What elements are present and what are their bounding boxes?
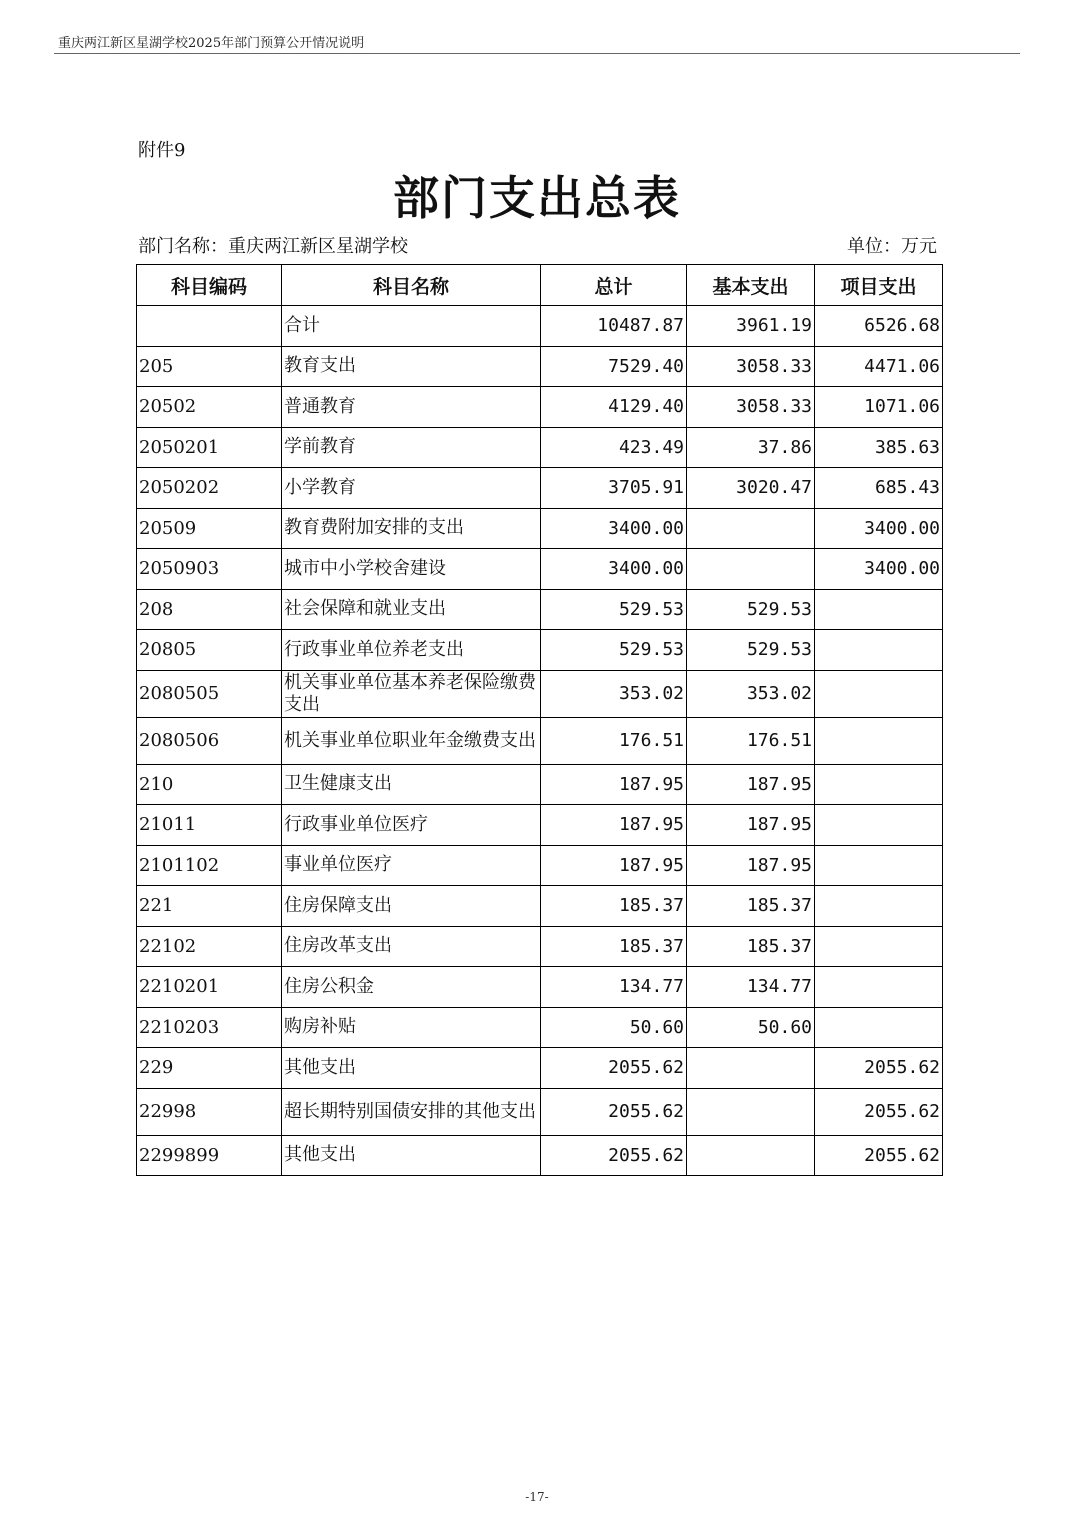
page-number: -17- <box>525 1490 549 1504</box>
cell-total: 187.95 <box>541 764 687 805</box>
table-header-row <box>137 265 943 306</box>
cell-project: 3400.00 <box>815 508 943 549</box>
table-row <box>137 926 943 967</box>
cell-total: 7529.40 <box>541 346 687 387</box>
table-row <box>137 886 943 927</box>
table-row <box>137 549 943 590</box>
table-row <box>137 306 943 347</box>
table-row <box>137 589 943 630</box>
cell-basic: 3961.19 <box>687 306 815 347</box>
table-row <box>137 764 943 805</box>
cell-code: 2299899 <box>137 1135 282 1176</box>
cell-total: 187.95 <box>541 805 687 846</box>
cell-name: 合计 <box>282 306 541 347</box>
cell-code <box>137 306 282 347</box>
cell-code: 20502 <box>137 387 282 428</box>
cell-total: 4129.40 <box>541 387 687 428</box>
cell-project <box>815 717 943 764</box>
cell-name: 其他支出 <box>282 1135 541 1176</box>
cell-code: 22998 <box>137 1088 282 1135</box>
cell-name: 教育费附加安排的支出 <box>282 508 541 549</box>
cell-total: 353.02 <box>541 670 687 717</box>
cell-name: 社会保障和就业支出 <box>282 589 541 630</box>
cell-basic: 3058.33 <box>687 346 815 387</box>
cell-name: 学前教育 <box>282 427 541 468</box>
table-row <box>137 427 943 468</box>
table-row <box>137 1048 943 1089</box>
cell-total: 3400.00 <box>541 508 687 549</box>
table-row <box>137 1088 943 1135</box>
column-header-name: 科目名称 <box>282 265 541 306</box>
cell-basic: 187.95 <box>687 845 815 886</box>
table-row <box>137 1135 943 1176</box>
cell-total: 176.51 <box>541 717 687 764</box>
cell-project: 2055.62 <box>815 1135 943 1176</box>
cell-name: 事业单位医疗 <box>282 845 541 886</box>
cell-name: 住房公积金 <box>282 967 541 1008</box>
cell-project <box>815 926 943 967</box>
cell-code: 2050202 <box>137 468 282 509</box>
attachment-label: 附件9 <box>138 140 186 161</box>
cell-basic <box>687 1088 815 1135</box>
cell-name: 卫生健康支出 <box>282 764 541 805</box>
unit-label: 单位：万元 <box>847 236 937 257</box>
cell-basic: 187.95 <box>687 764 815 805</box>
cell-code: 21011 <box>137 805 282 846</box>
table-row <box>137 508 943 549</box>
column-header-project: 项目支出 <box>815 265 943 306</box>
cell-basic <box>687 1048 815 1089</box>
cell-project: 685.43 <box>815 468 943 509</box>
table-body <box>137 306 943 1176</box>
cell-basic: 3058.33 <box>687 387 815 428</box>
cell-basic: 185.37 <box>687 926 815 967</box>
cell-code: 210 <box>137 764 282 805</box>
cell-project: 4471.06 <box>815 346 943 387</box>
cell-basic: 50.60 <box>687 1007 815 1048</box>
cell-basic: 353.02 <box>687 670 815 717</box>
cell-name: 购房补贴 <box>282 1007 541 1048</box>
cell-basic: 529.53 <box>687 630 815 671</box>
table-row <box>137 670 943 717</box>
running-header: 重庆两江新区星湖学校2025年部门预算公开情况说明 <box>58 36 365 51</box>
cell-basic: 529.53 <box>687 589 815 630</box>
expenditure-table <box>136 264 943 1176</box>
cell-basic: 176.51 <box>687 717 815 764</box>
cell-code: 221 <box>137 886 282 927</box>
cell-name: 城市中小学校舍建设 <box>282 549 541 590</box>
cell-code: 2210201 <box>137 967 282 1008</box>
cell-total: 529.53 <box>541 630 687 671</box>
cell-project <box>815 764 943 805</box>
table-row <box>137 845 943 886</box>
cell-total: 187.95 <box>541 845 687 886</box>
cell-basic: 187.95 <box>687 805 815 846</box>
cell-name: 机关事业单位基本养老保险缴费支出 <box>282 670 541 717</box>
cell-project: 2055.62 <box>815 1088 943 1135</box>
cell-basic <box>687 508 815 549</box>
cell-project <box>815 1007 943 1048</box>
cell-total: 423.49 <box>541 427 687 468</box>
cell-basic <box>687 1135 815 1176</box>
column-header-total: 总计 <box>541 265 687 306</box>
cell-basic: 3020.47 <box>687 468 815 509</box>
cell-code: 2101102 <box>137 845 282 886</box>
cell-name: 小学教育 <box>282 468 541 509</box>
cell-code: 205 <box>137 346 282 387</box>
table-row <box>137 805 943 846</box>
cell-project <box>815 670 943 717</box>
page-title: 部门支出总表 <box>393 171 681 225</box>
cell-project <box>815 886 943 927</box>
table-row <box>137 346 943 387</box>
cell-total: 50.60 <box>541 1007 687 1048</box>
cell-code: 2050201 <box>137 427 282 468</box>
cell-total: 185.37 <box>541 886 687 927</box>
cell-name: 超长期特别国债安排的其他支出 <box>282 1088 541 1135</box>
column-header-code: 科目编码 <box>137 265 282 306</box>
cell-project <box>815 589 943 630</box>
cell-project: 385.63 <box>815 427 943 468</box>
cell-project: 6526.68 <box>815 306 943 347</box>
cell-name: 住房保障支出 <box>282 886 541 927</box>
cell-code: 229 <box>137 1048 282 1089</box>
cell-project <box>815 630 943 671</box>
cell-basic: 134.77 <box>687 967 815 1008</box>
table-row <box>137 468 943 509</box>
cell-total: 529.53 <box>541 589 687 630</box>
cell-total: 3705.91 <box>541 468 687 509</box>
column-header-basic: 基本支出 <box>687 265 815 306</box>
cell-name: 行政事业单位医疗 <box>282 805 541 846</box>
cell-basic: 37.86 <box>687 427 815 468</box>
cell-code: 2080505 <box>137 670 282 717</box>
department-name: 部门名称：重庆两江新区星湖学校 <box>138 236 408 257</box>
cell-total: 134.77 <box>541 967 687 1008</box>
table-row <box>137 387 943 428</box>
cell-code: 22102 <box>137 926 282 967</box>
table-row <box>137 1007 943 1048</box>
cell-total: 2055.62 <box>541 1088 687 1135</box>
cell-code: 20509 <box>137 508 282 549</box>
cell-total: 2055.62 <box>541 1135 687 1176</box>
cell-basic: 185.37 <box>687 886 815 927</box>
cell-project: 3400.00 <box>815 549 943 590</box>
cell-project <box>815 845 943 886</box>
cell-total: 2055.62 <box>541 1048 687 1089</box>
cell-project <box>815 967 943 1008</box>
cell-total: 185.37 <box>541 926 687 967</box>
cell-code: 2080506 <box>137 717 282 764</box>
cell-total: 10487.87 <box>541 306 687 347</box>
cell-code: 2210203 <box>137 1007 282 1048</box>
cell-code: 20805 <box>137 630 282 671</box>
cell-name: 住房改革支出 <box>282 926 541 967</box>
table-row <box>137 630 943 671</box>
cell-total: 3400.00 <box>541 549 687 590</box>
table-row <box>137 967 943 1008</box>
cell-name: 行政事业单位养老支出 <box>282 630 541 671</box>
cell-project <box>815 805 943 846</box>
header-divider <box>54 53 1020 54</box>
cell-project: 1071.06 <box>815 387 943 428</box>
cell-project: 2055.62 <box>815 1048 943 1089</box>
cell-name: 机关事业单位职业年金缴费支出 <box>282 717 541 764</box>
cell-name: 教育支出 <box>282 346 541 387</box>
cell-code: 208 <box>137 589 282 630</box>
table-row <box>137 717 943 764</box>
cell-name: 其他支出 <box>282 1048 541 1089</box>
cell-basic <box>687 549 815 590</box>
cell-name: 普通教育 <box>282 387 541 428</box>
cell-code: 2050903 <box>137 549 282 590</box>
